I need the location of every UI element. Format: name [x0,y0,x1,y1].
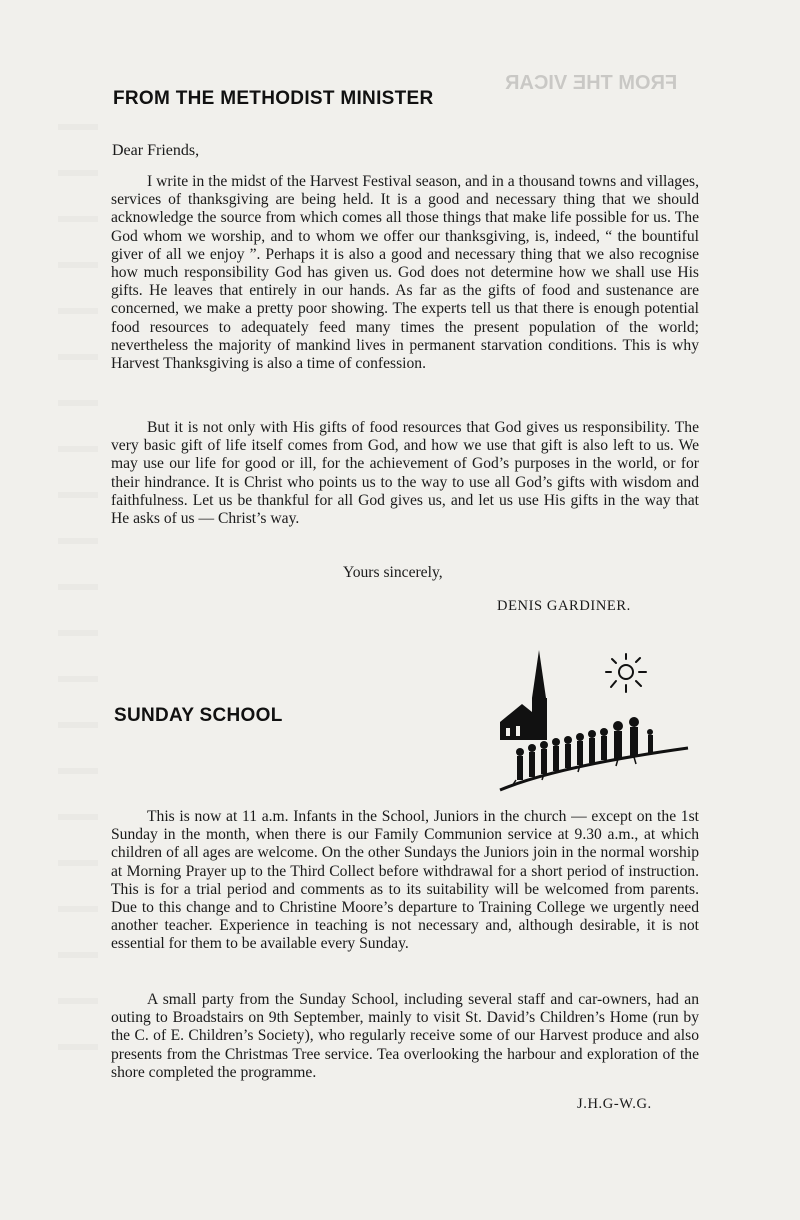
sunday-school-paragraph-2: A small party from the Sunday School, including several staff and car-owners, had an outing to Broadstairs on 9th September, mainly to visit St. David’s Children’s Home (run by the C. of E. Children’s Society), who regularly receive some of our Harvest produce and also presents from the Christmas Tree service. Tea overlooking the harbour and exploration of the shore completed the programme. [111,991,699,1081]
show-through-heading: FROM THE VICAR [505,72,678,94]
methodist-heading: FROM THE METHODIST MINISTER [113,88,434,109]
methodist-signature: DENIS GARDINER. [497,598,631,614]
sunday-school-paragraph-1: This is now at 11 a.m. Infants in the School, Juniors in the church — except on the 1st Sunday in the month, when there is our Family Communion service at 9.30 a.m., at which children of all ages are welcome. On the other Sundays the Juniors join in the normal worship at Morning Prayer up to the Third Collect before withdrawal for a short period of instruction. This is for a trial period and comments as to its suitability will be welcomed from parents. Due to this change and to Christine Moore’s departure to Training College we urgently need another teacher. Experience in teaching is not necessary and, although desirable, it is not essential for them to be available every Sunday. [111,808,699,953]
salutation: Dear Friends, [112,142,200,159]
methodist-paragraph-1: I write in the midst of the Harvest Festival season, and in a thousand towns and villages, services of thanksgiving are being held. It is a good and necessary thing that we should acknowledge the source from which comes all those things that make life possible for us. The God whom we worship, and to whom we offer our thanksgiving, is, indeed, “ the bountiful giver of all we enjoy ”. Perhaps it is also a good and necessary thing that we also recognise how much responsibility God has given us. God does not determine how we shall use His gifts. He leaves that entirely in our hands. As far as the gifts of food and sustenance are concerned, we make a pretty poor showing. The experts tell us that there is enough potential food resources to adequately feed many times the present population of the world; nevertheless the majority of mankind lives in permanent starvation conditions. This is why Harvest Thanksgiving is also a time of confession. [111,173,699,373]
sunday-school-heading: SUNDAY SCHOOL [114,705,283,726]
show-through-text [58,100,98,1060]
methodist-paragraph-2: But it is not only with His gifts of food resources that God gives us responsibility. The very basic gift of life itself comes from God, and how we use that gift is also left to us. We may use our life for good or ill, for the achievement of God’s purposes in the world, or for their hindrance. It is Christ who points us to the way to use all God’s gifts with wisdom and faithfulness. Let us be thankful for all God gives us, and let us use His gifts in the way that He asks of us — Christ’s way. [111,419,699,528]
church-sun-children-icon [498,648,694,800]
closing-line: Yours sincerely, [343,564,443,581]
sunday-school-signature: J.H.G-W.G. [577,1096,652,1112]
